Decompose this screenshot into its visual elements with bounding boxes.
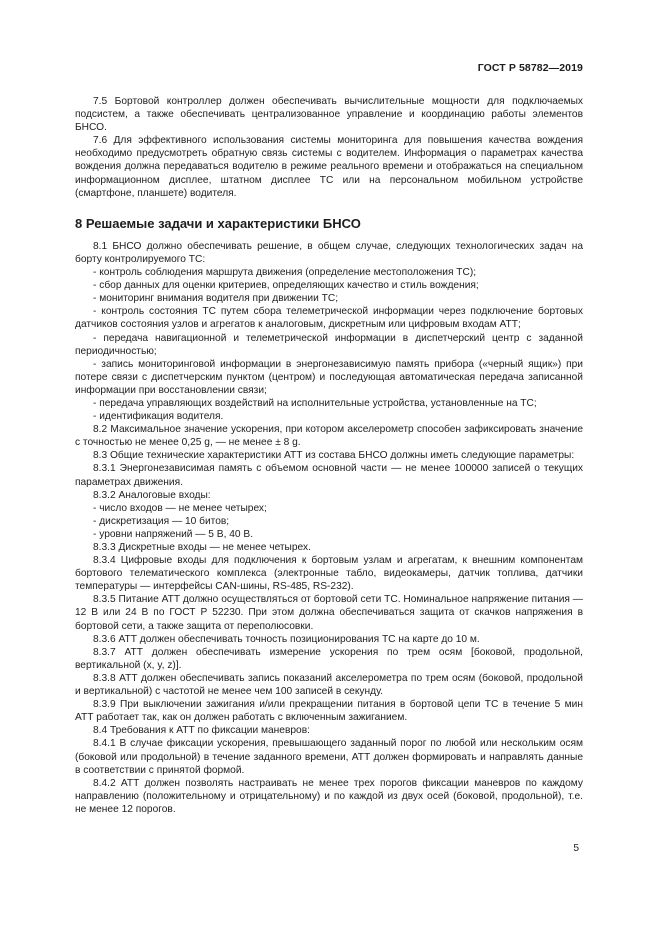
list-item: - передача управляющих воздействий на исполнительные устройства, установленные на ТС; — [93, 397, 537, 409]
list-item: - сбор данных для оценки критериев, определяющих качество и стиль вождения; — [93, 280, 479, 292]
paragraph-8-3-4: 8.3.4 Цифровые входы для подключения к бортовым узлам и агрегатам, к внешним компонентам бортового телематического комплекса (электронные табло, видеокамеры, датчик топлива, датчики температуры — интерфейсы CAN-шины, RS-485, RS-232). — [75, 555, 583, 593]
list-item: - идентификация водителя. — [93, 411, 224, 423]
paragraph-8-3-5: 8.3.5 Питание АТТ должно осуществляться от бортовой сети ТС. Номинальное напряжение питания — 12 В или 24 В по ГОСТ Р 52230. При этом должна обеспечиваться защита от скачков напряжения в бортовой сети, а также защита от переполюсовки. — [75, 594, 583, 632]
paragraph-8-4-1: 8.4.1 В случае фиксации ускорения, превышающего заданный порог по любой или нескольким осям (боковой или продольной) в течение заданного времени, АТТ должен формировать и направлять данные в соответствии с принятой формой. — [75, 738, 583, 776]
paragraph-8-3-9: 8.3.9 При выключении зажигания и/или прекращении питания в бортовой цепи ТС в течение 5 мин АТТ работает так, как он должен работать с включенным зажиганием. — [75, 699, 583, 724]
document-header: ГОСТ Р 58782—2019 — [477, 62, 583, 74]
section-8-title: 8 Решаемые задачи и характеристики БНСО — [75, 215, 361, 231]
paragraph-7-6: 7.6 Для эффективного использования системы мониторинга для повышения качества вождения необходимо предусмотреть обратную связь системы с водителем. Информация о параметрах качества вождения должна передаваться водителю в режиме реального времени и отображаться на специальном информационном дисплее, штатном дисплее ТС или на персональном мобильном устройстве (смартфоне, планшете) водителя. — [75, 135, 583, 199]
paragraph-8-3-1: 8.3.1 Энергонезависимая память с объемом основной части — не менее 100000 записей о текущих параметрах движения. — [75, 463, 583, 488]
paragraph-8-3-3: 8.3.3 Дискретные входы — не менее четырех. — [93, 542, 311, 553]
paragraph-8-2: 8.2 Максимальное значение ускорения, при котором акселерометр способен зафиксировать значение с точностью не менее 0,25 g, — не менее ± 8 g. — [75, 424, 583, 449]
list-item: - число входов — не менее четырех; — [93, 502, 267, 514]
paragraph-8-4: 8.4 Требования к АТТ по фиксации маневров: — [93, 725, 310, 737]
paragraph-8-3-2: 8.3.2 Аналоговые входы: — [93, 489, 211, 501]
paragraph-8-3-8: 8.3.8 АТТ должен обеспечивать запись показаний акселерометра по трем осям (боковой, продольной и вертикальной) с частотой не менее чем 100 записей в секунду. — [75, 672, 583, 698]
document-body — [75, 95, 583, 816]
list-item: - дискретизация — 10 битов; — [93, 515, 230, 527]
list-item: - запись мониторинговой информации в энергонезависимую память прибора («черный ящик») при потере связи с диспетчерским пунктом (центром) и последующая автоматическая передача записанной информации при восстановлении связи; — [75, 358, 583, 396]
list-item: - мониторинг внимания водителя при движении ТС; — [93, 293, 339, 305]
paragraph-8-3-7: 8.3.7 АТТ должен обеспечивать измерение ускорения по трем осям [боковой, продольной, вертикальной (x, y, z)]. — [75, 646, 583, 671]
paragraph-7-5: 7.5 Бортовой контроллер должен обеспечивать вычислительные мощности для подключаемых подсистем, а также обеспечивать централизованное управление и координацию работы элементов БНСО. — [75, 96, 583, 134]
paragraph-8-3-6: 8.3.6 АТТ должен обеспечивать точность позиционирования ТС на карте до 10 м. — [93, 633, 480, 645]
list-item: - контроль соблюдения маршрута движения (определение местоположения ТС); — [93, 267, 477, 279]
paragraph-8-3: 8.3 Общие технические характеристики АТТ из состава БНСО должны иметь следующие параметры: — [93, 450, 575, 462]
list-item: - уровни напряжений — 5 В, 40 В. — [93, 528, 254, 540]
paragraph-8-4-2: 8.4.2 АТТ должен позволять настраивать не менее трех порогов фиксации маневров по каждому направлению (положительному и отрицательному) и по каждой из двух осей (боковой, продольной), т.е. не менее 12 порогов. — [75, 777, 583, 815]
list-item: - контроль состояния ТС путем сбора телеметрической информации через подключение бортовых датчиков состояния узлов и агрегатов к аналоговым, дискретным или цифровым входам АТТ; — [75, 306, 583, 331]
page-number: 5 — [573, 843, 579, 854]
list-item: - передача навигационной и телеметрической информации в диспетчерский центр с заданной периодичностью; — [75, 332, 583, 357]
paragraph-8-1: 8.1 БНСО должно обеспечивать решение, в общем случае, следующих технологических задач на борту контролируемого ТС: — [75, 240, 583, 265]
